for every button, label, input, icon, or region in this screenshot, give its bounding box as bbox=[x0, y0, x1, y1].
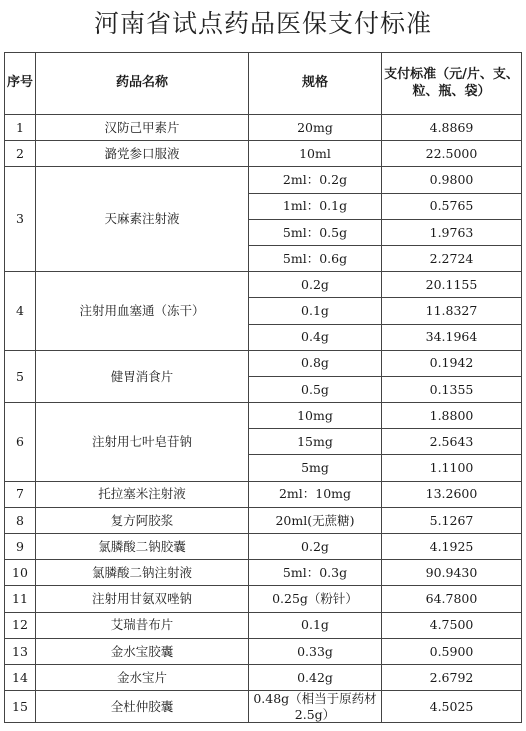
cell-price: 4.5025 bbox=[382, 691, 522, 723]
cell-price: 90.9430 bbox=[382, 560, 522, 586]
header-name: 药品名称 bbox=[36, 53, 249, 115]
cell-drug-name: 汉防己甲素片 bbox=[36, 115, 249, 141]
table-row bbox=[5, 534, 522, 560]
cell-spec: 0.1g bbox=[249, 298, 382, 324]
header-no: 序号 bbox=[5, 53, 36, 115]
cell-no: 15 bbox=[5, 691, 36, 723]
cell-drug-name: 注射用七叶皂苷钠 bbox=[36, 403, 249, 482]
cell-spec: 15mg bbox=[249, 429, 382, 455]
cell-spec: 0.5g bbox=[249, 376, 382, 402]
cell-price: 4.8869 bbox=[382, 115, 522, 141]
cell-spec: 0.25g（粉针） bbox=[249, 586, 382, 612]
cell-spec: 5ml：0.3g bbox=[249, 560, 382, 586]
cell-price: 4.1925 bbox=[382, 534, 522, 560]
cell-price: 2.5643 bbox=[382, 429, 522, 455]
cell-price: 0.5900 bbox=[382, 638, 522, 664]
cell-drug-name: 托拉塞米注射液 bbox=[36, 481, 249, 507]
cell-no: 2 bbox=[5, 141, 36, 167]
cell-price: 34.1964 bbox=[382, 324, 522, 350]
cell-price: 22.5000 bbox=[382, 141, 522, 167]
cell-spec: 10mg bbox=[249, 403, 382, 429]
cell-price: 5.1267 bbox=[382, 507, 522, 533]
cell-spec: 0.8g bbox=[249, 350, 382, 376]
cell-no: 6 bbox=[5, 403, 36, 482]
table-body bbox=[5, 115, 522, 723]
table-row bbox=[5, 691, 522, 723]
cell-spec: 5mg bbox=[249, 455, 382, 481]
cell-no: 9 bbox=[5, 534, 36, 560]
cell-drug-name: 潞党参口服液 bbox=[36, 141, 249, 167]
cell-spec: 0.2g bbox=[249, 534, 382, 560]
cell-no: 7 bbox=[5, 481, 36, 507]
cell-spec: 1ml：0.1g bbox=[249, 193, 382, 219]
cell-no: 13 bbox=[5, 638, 36, 664]
cell-price: 1.1100 bbox=[382, 455, 522, 481]
table-row bbox=[5, 272, 522, 298]
cell-spec: 0.33g bbox=[249, 638, 382, 664]
cell-no: 10 bbox=[5, 560, 36, 586]
table-header-row bbox=[5, 53, 522, 115]
cell-price: 20.1155 bbox=[382, 272, 522, 298]
cell-spec: 0.4g bbox=[249, 324, 382, 350]
cell-price: 2.2724 bbox=[382, 245, 522, 271]
cell-spec: 2ml：0.2g bbox=[249, 167, 382, 193]
cell-drug-name: 艾瑞昔布片 bbox=[36, 612, 249, 638]
cell-spec: 10ml bbox=[249, 141, 382, 167]
cell-no: 1 bbox=[5, 115, 36, 141]
cell-drug-name: 健胃消食片 bbox=[36, 350, 249, 402]
cell-spec: 5ml：0.6g bbox=[249, 245, 382, 271]
cell-drug-name: 注射用血塞通（冻干） bbox=[36, 272, 249, 351]
cell-price: 64.7800 bbox=[382, 586, 522, 612]
cell-drug-name: 注射用甘氨双唑钠 bbox=[36, 586, 249, 612]
header-spec: 规格 bbox=[249, 53, 382, 115]
cell-drug-name: 复方阿胶浆 bbox=[36, 507, 249, 533]
cell-price: 0.5765 bbox=[382, 193, 522, 219]
cell-no: 12 bbox=[5, 612, 36, 638]
cell-spec: 0.2g bbox=[249, 272, 382, 298]
page-title: 河南省试点药品医保支付标准 bbox=[93, 9, 432, 38]
table-row bbox=[5, 141, 522, 167]
table-row bbox=[5, 350, 522, 376]
cell-spec: 0.42g bbox=[249, 664, 382, 690]
cell-drug-name: 氯膦酸二钠注射液 bbox=[36, 560, 249, 586]
cell-drug-name: 天麻素注射液 bbox=[36, 167, 249, 272]
cell-drug-name: 全杜仲胶囊 bbox=[36, 691, 249, 723]
cell-spec: 2ml：10mg bbox=[249, 481, 382, 507]
table-row bbox=[5, 664, 522, 690]
table-row bbox=[5, 612, 522, 638]
cell-no: 4 bbox=[5, 272, 36, 351]
cell-price: 1.8800 bbox=[382, 403, 522, 429]
cell-spec: 0.48g（相当于原药材2.5g） bbox=[249, 691, 382, 723]
drug-price-table bbox=[4, 52, 522, 723]
cell-price: 0.1355 bbox=[382, 376, 522, 402]
cell-drug-name: 金水宝片 bbox=[36, 664, 249, 690]
cell-no: 8 bbox=[5, 507, 36, 533]
table-row bbox=[5, 638, 522, 664]
cell-no: 14 bbox=[5, 664, 36, 690]
table-row bbox=[5, 167, 522, 193]
cell-drug-name: 金水宝胶囊 bbox=[36, 638, 249, 664]
cell-drug-name: 氯膦酸二钠胶囊 bbox=[36, 534, 249, 560]
cell-spec: 20ml(无蔗糖) bbox=[249, 507, 382, 533]
cell-spec: 20mg bbox=[249, 115, 382, 141]
table-row bbox=[5, 115, 522, 141]
cell-price: 13.2600 bbox=[382, 481, 522, 507]
cell-no: 11 bbox=[5, 586, 36, 612]
table-row bbox=[5, 481, 522, 507]
cell-price: 0.1942 bbox=[382, 350, 522, 376]
cell-spec: 5ml：0.5g bbox=[249, 219, 382, 245]
table-row bbox=[5, 403, 522, 429]
cell-price: 11.8327 bbox=[382, 298, 522, 324]
header-price: 支付标准（元/片、支、粒、瓶、袋） bbox=[382, 53, 522, 115]
cell-no: 3 bbox=[5, 167, 36, 272]
cell-price: 1.9763 bbox=[382, 219, 522, 245]
cell-price: 0.9800 bbox=[382, 167, 522, 193]
cell-spec: 0.1g bbox=[249, 612, 382, 638]
cell-price: 2.6792 bbox=[382, 664, 522, 690]
table-row bbox=[5, 560, 522, 586]
cell-no: 5 bbox=[5, 350, 36, 402]
table-row bbox=[5, 507, 522, 533]
table-row bbox=[5, 586, 522, 612]
cell-price: 4.7500 bbox=[382, 612, 522, 638]
